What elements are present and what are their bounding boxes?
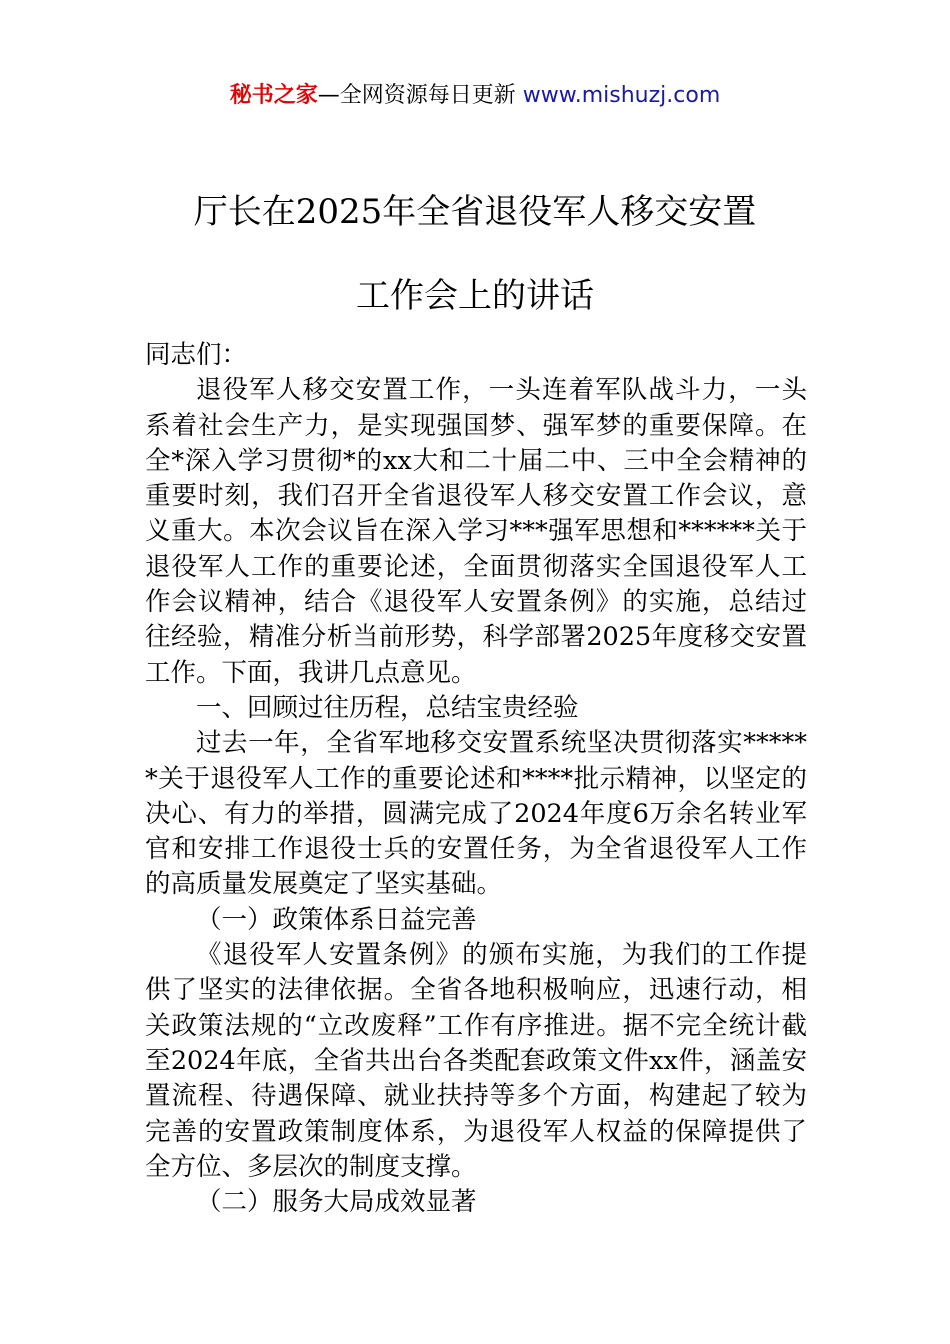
salutation: 同志们： <box>145 340 248 370</box>
paragraph-policy: 《退役军人安置条例》的颁布实施，为我们的工作提供了坚实的法律依据。全省各地积极响应，迅速行动，相关政策法规的“立改废释”工作有序推进。据不完全统计截至2024年底，全省共出台各类配套政策文件xx件，涵盖安置流程、待遇保障、就业扶持等多个方面，构建起了较为完善的安置政策制度体系，为退役军人权益的保障提供了全方位、多层次的制度支撑。 <box>145 940 807 1182</box>
title-line-2: 工作会上的讲话 <box>356 276 594 316</box>
site-tagline: —全网资源每日更新 <box>317 83 523 108</box>
document-body <box>145 338 807 1220</box>
site-header <box>0 80 950 112</box>
section-heading-1: 一、回顾过往历程，总结宝贵经验 <box>196 692 579 723</box>
subsection-heading-2: （二）服务大局成效显著 <box>196 1187 477 1218</box>
subsection-heading-1: （一）政策体系日益完善 <box>196 904 477 935</box>
site-brand: 秘书之家 <box>229 83 318 108</box>
document-title <box>0 170 950 338</box>
title-line-1: 厅长在2025年全省退役军人移交安置 <box>193 192 757 232</box>
site-url-link[interactable]: www.mishuzj.com <box>522 83 721 108</box>
paragraph-review: 过去一年，全省军地移交安置系统坚决贯彻落实******关于退役军人工作的重要论述和****批示精神，以坚定的决心、有力的举措，圆满完成了2024年度6万余名转业军官和安排工作退役士兵的安置任务，为全省退役军人工作的高质量发展奠定了坚实基础。 <box>145 728 807 900</box>
paragraph-intro: 退役军人移交安置工作，一头连着军队战斗力，一头系着社会生产力，是实现强国梦、强军梦的重要保障。在全*深入学习贯彻*的xx大和二十届二中、三中全会精神的重要时刻，我们召开全省退役军人移交安置工作会议，意义重大。本次会议旨在深入学习***强军思想和******关于退役军人工作的重要论述，全面贯彻落实全国退役军人工作会议精神，结合《退役军人安置条例》的实施，总结过往经验，精准分析当前形势，科学部署2025年度移交安置工作。下面，我讲几点意见。 <box>145 375 807 688</box>
